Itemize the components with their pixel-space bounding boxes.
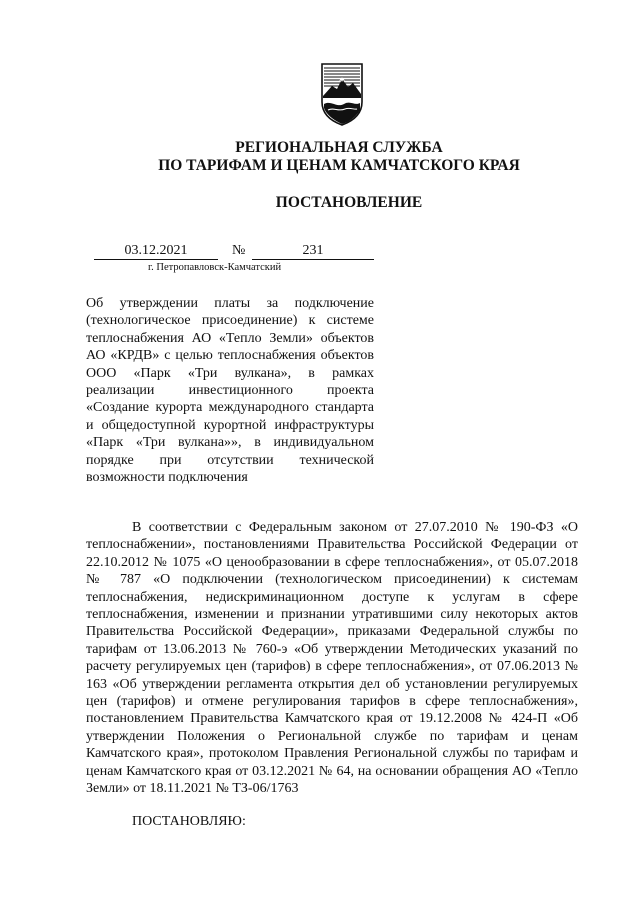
document-city: г. Петропавловск-Камчатский <box>148 262 282 273</box>
document-date: 03.12.2021 <box>94 243 218 260</box>
org-title-line2: ПО ТАРИФАМ И ЦЕНАМ КАМЧАТСКОГО КРАЯ <box>158 157 520 174</box>
document-subject: Об утверждении платы за подключение (технологическое присоединение) к системе теплоснабжения АО «Тепло Земли» объектов АО «КРДВ» с целью теплоснабжения объектов ООО «Парк «Три вулкана», в рамках реализации инвестиционного проекта «Создание курорта международного стандарта и общедоступной курортной инфраструктуры «Парк «Три вулкана»», в индивидуальном порядке при отсутствии технической возможности подключения <box>86 296 374 486</box>
org-title-line1: РЕГИОНАЛЬНАЯ СЛУЖБА <box>235 139 443 156</box>
kamchatka-coat-of-arms-icon <box>319 62 365 126</box>
document-type-heading: ПОСТАНОВЛЕНИЕ <box>275 194 423 211</box>
number-sign: № <box>232 243 246 258</box>
document-number: 231 <box>252 243 374 260</box>
resolve-heading: ПОСТАНОВЛЯЮ: <box>132 814 246 829</box>
document-body-paragraph: В соответствии с Федеральным законом от 27.07.2010 № 190-ФЗ «О теплоснабжении», постановлениями Правительства Российской Федерации от 22.10.2012 № 1075 «О ценообразовании в сфере теплоснабжения», от 05.07.2018 № 787 «О подключении (технологическом присоединении) к системам теплоснабжения, недискриминационном доступе к услугам в сфере теплоснабжения, изменении и признании утратившими силу некоторых актов Правительства Российской Федерации», приказами Федеральной службы по тарифам от 13.06.2013 № 760-э «Об утверждении Методических указаний по расчету регулируемых цен (тарифов) в сфере теплоснабжения», от 07.06.2013 № 163 «Об утверждении регламента открытия дел об установлении регулируемых цен (тарифов) и отмене регулирования тарифов в сфере теплоснабжения», постановлением Правительства Камчатского края от 19.12.2008 № 424-П «Об утверждении Положения о Региональной службе по тарифам и ценам Камчатского края», протоколом Правления Региональной службы по тарифам и ценам Камчатского края от 03.12.2021 № 64, на основании обращения АО «Тепло Земли» от 18.11.2021 № ТЗ-06/1763 <box>86 520 578 797</box>
